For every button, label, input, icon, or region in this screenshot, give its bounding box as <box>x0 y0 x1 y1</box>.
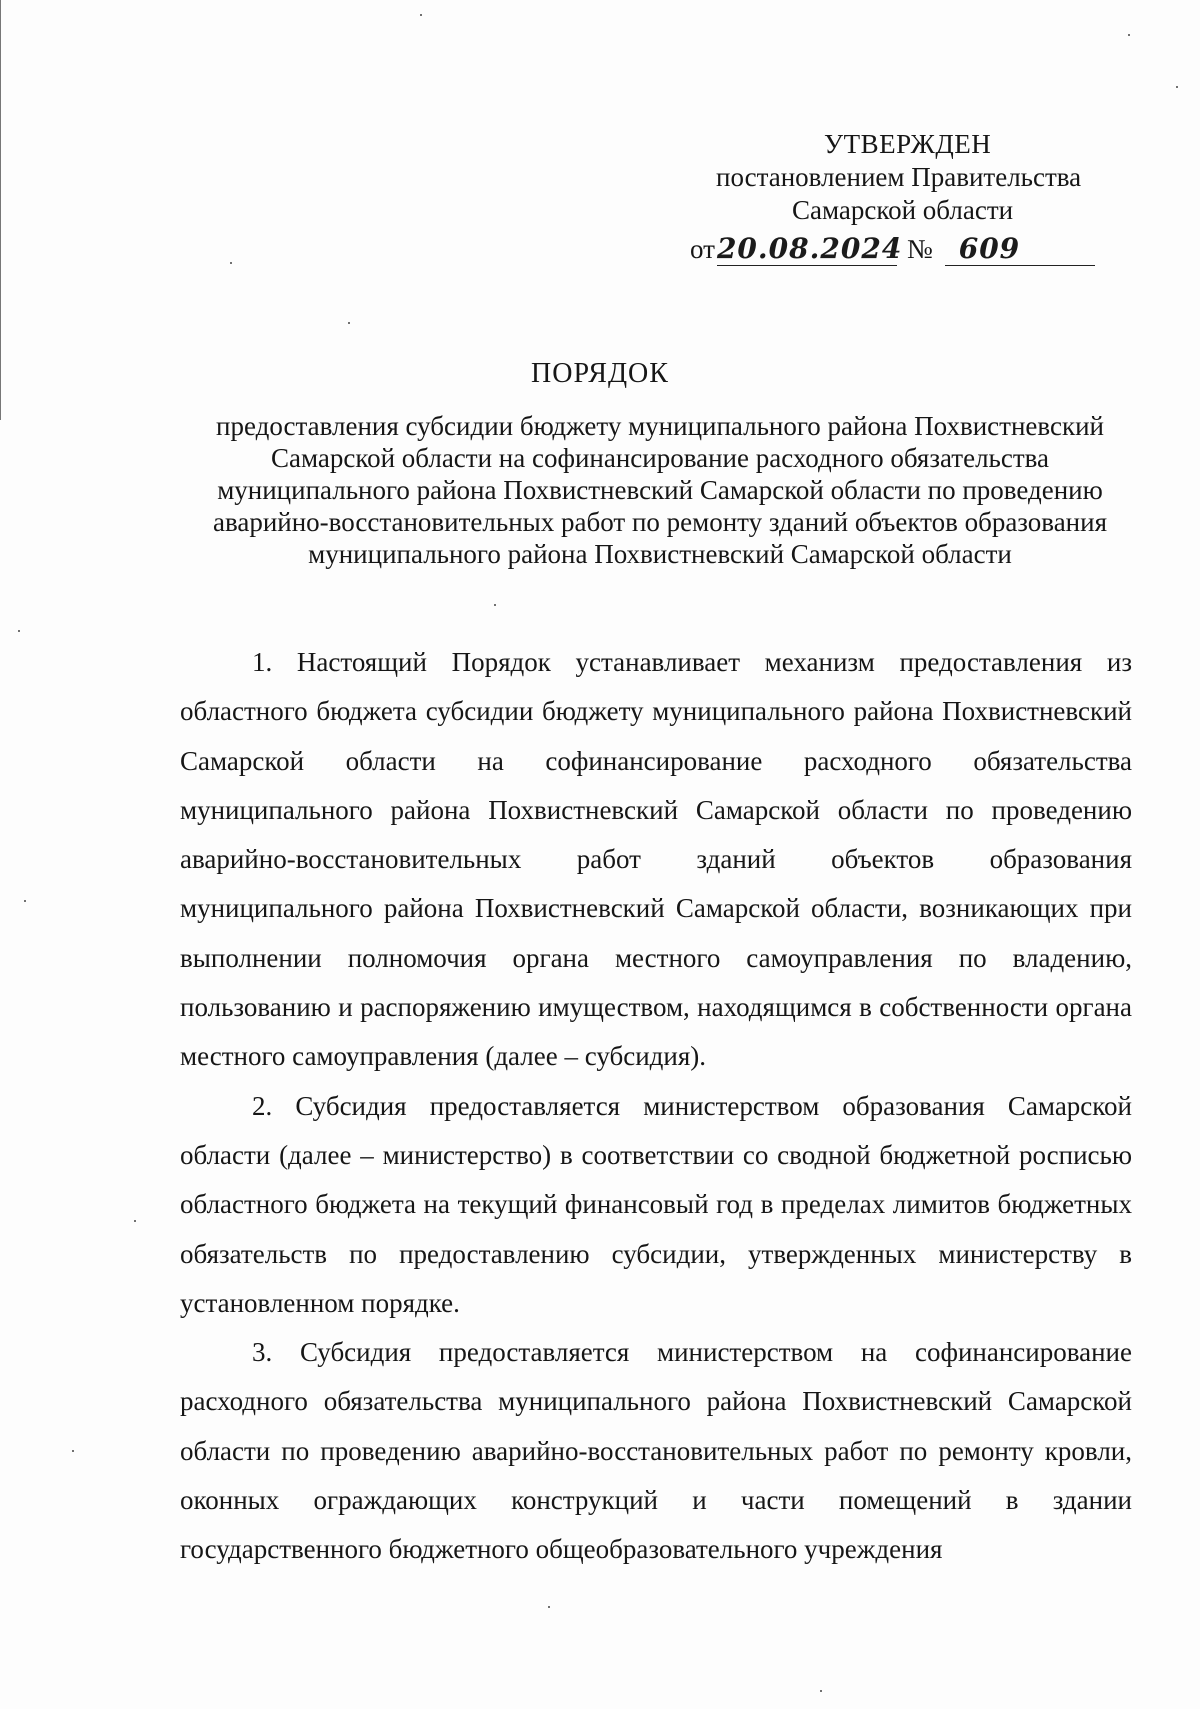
scan-speck <box>24 900 26 902</box>
scan-speck <box>494 604 496 606</box>
document-body <box>180 638 1132 1575</box>
date-prefix: от <box>690 234 715 264</box>
scan-speck <box>230 262 232 264</box>
approval-date-number-row <box>690 232 1095 272</box>
approval-decree-line: постановлением Правительства <box>716 162 1082 192</box>
scan-speck <box>72 1450 74 1452</box>
handwritten-date: 20.08.2024 <box>716 232 903 265</box>
document-title: ПОРЯДОК <box>531 358 669 389</box>
scan-speck <box>548 1606 550 1608</box>
paragraph-3: 3. Субсидия предоставляется министерством на софинансирование расходного обязательства муниципального района Похвистневский Самарской области по проведению аварийно-восстановительных работ по ремонту кровли, оконных ограждающих конструкций и части помещений в здании государственного бюджетного общеобразовательного учреждения <box>180 1337 1132 1565</box>
document-subtitle: предоставления субсидии бюджету муниципального района Похвистневский Самарской области на софинансирование расходного обязательства муниципального района Похвистневский Самарской области по проведению аварийно-восстановительных работ по ремонту зданий объектов образования муниципального района Похвистневский Самарской области <box>212 411 1108 569</box>
scan-speck <box>134 1220 136 1222</box>
scan-speck <box>348 322 350 324</box>
scan-edge-line <box>0 0 1 420</box>
scan-speck <box>18 630 20 632</box>
scan-speck <box>1128 34 1130 36</box>
paragraph-2: 2. Субсидия предоставляется министерством образования Самарской области (далее – министерство) в соответствии со сводной бюджетной росписью областного бюджета на текущий финансовый год в пределах лимитов бюджетных обязательств по предоставлению субсидии, утвержденных министерству в установленном порядке. <box>180 1090 1132 1318</box>
approval-title: УТВЕРЖДЕН <box>824 129 992 159</box>
scan-speck <box>1176 86 1178 88</box>
approval-region-line: Самарской области <box>792 195 1014 225</box>
scan-speck <box>820 1690 822 1692</box>
number-sign: № <box>906 234 933 264</box>
scan-speck <box>420 14 422 16</box>
handwritten-number: 609 <box>945 232 1095 266</box>
paragraph-1: 1. Настоящий Порядок устанавливает механизм предоставления из областного бюджета субсидии бюджету муниципального района Похвистневский Самарской области на софинансирование расходного обязательства муниципального района Похвистневский Самарской области по проведению аварийно-восстановительных работ зданий объектов образования муниципального района Похвистневский Самарской области, возникающих при выполнении полномочия органа местного самоуправления по владению, пользованию и распоряжению имуществом, находящимся в собственности органа местного самоуправления (далее – субсидия). <box>180 647 1132 1072</box>
